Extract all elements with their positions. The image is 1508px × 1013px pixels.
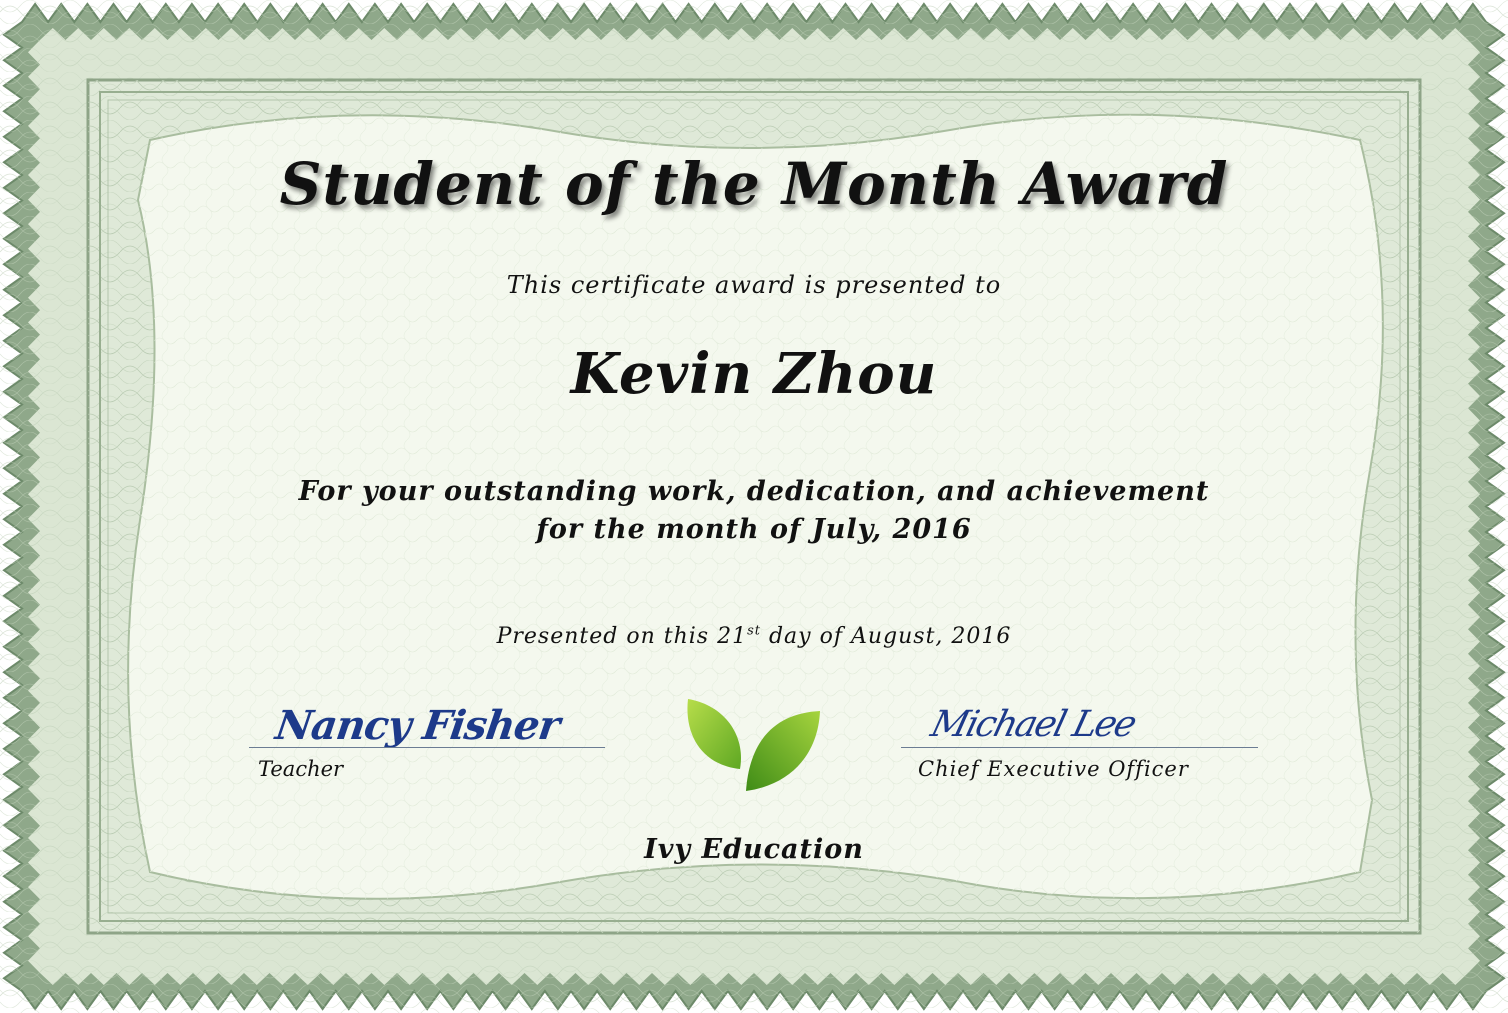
award-reason-line-2: for the month of July, 2016	[536, 514, 972, 545]
signature-line-right	[901, 747, 1258, 748]
presented-to-line: This certificate award is presented to	[506, 271, 1002, 299]
presented-on-date	[0, 624, 1508, 649]
recipient-name: Kevin Zhou	[570, 341, 938, 407]
signature-title-ceo: Chief Executive Officer	[918, 757, 1189, 781]
organization-name: Ivy Education	[644, 834, 864, 865]
presented-on-prefix: Presented on this 21	[496, 624, 748, 649]
presented-on-ordinal: st	[747, 623, 761, 639]
certificate-title: Student of the Month Award	[279, 150, 1229, 218]
leaf-logo-icon	[680, 695, 830, 797]
signature-title-teacher: Teacher	[258, 757, 344, 781]
signature-ceo: Michael Lee	[926, 704, 1140, 745]
signature-teacher: Nancy Fisher	[272, 702, 563, 749]
presented-on-rest: day of August, 2016	[760, 624, 1012, 649]
award-reason-line-1: For your outstanding work, dedication, and achievement	[298, 476, 1210, 507]
signature-line-left	[249, 747, 605, 748]
